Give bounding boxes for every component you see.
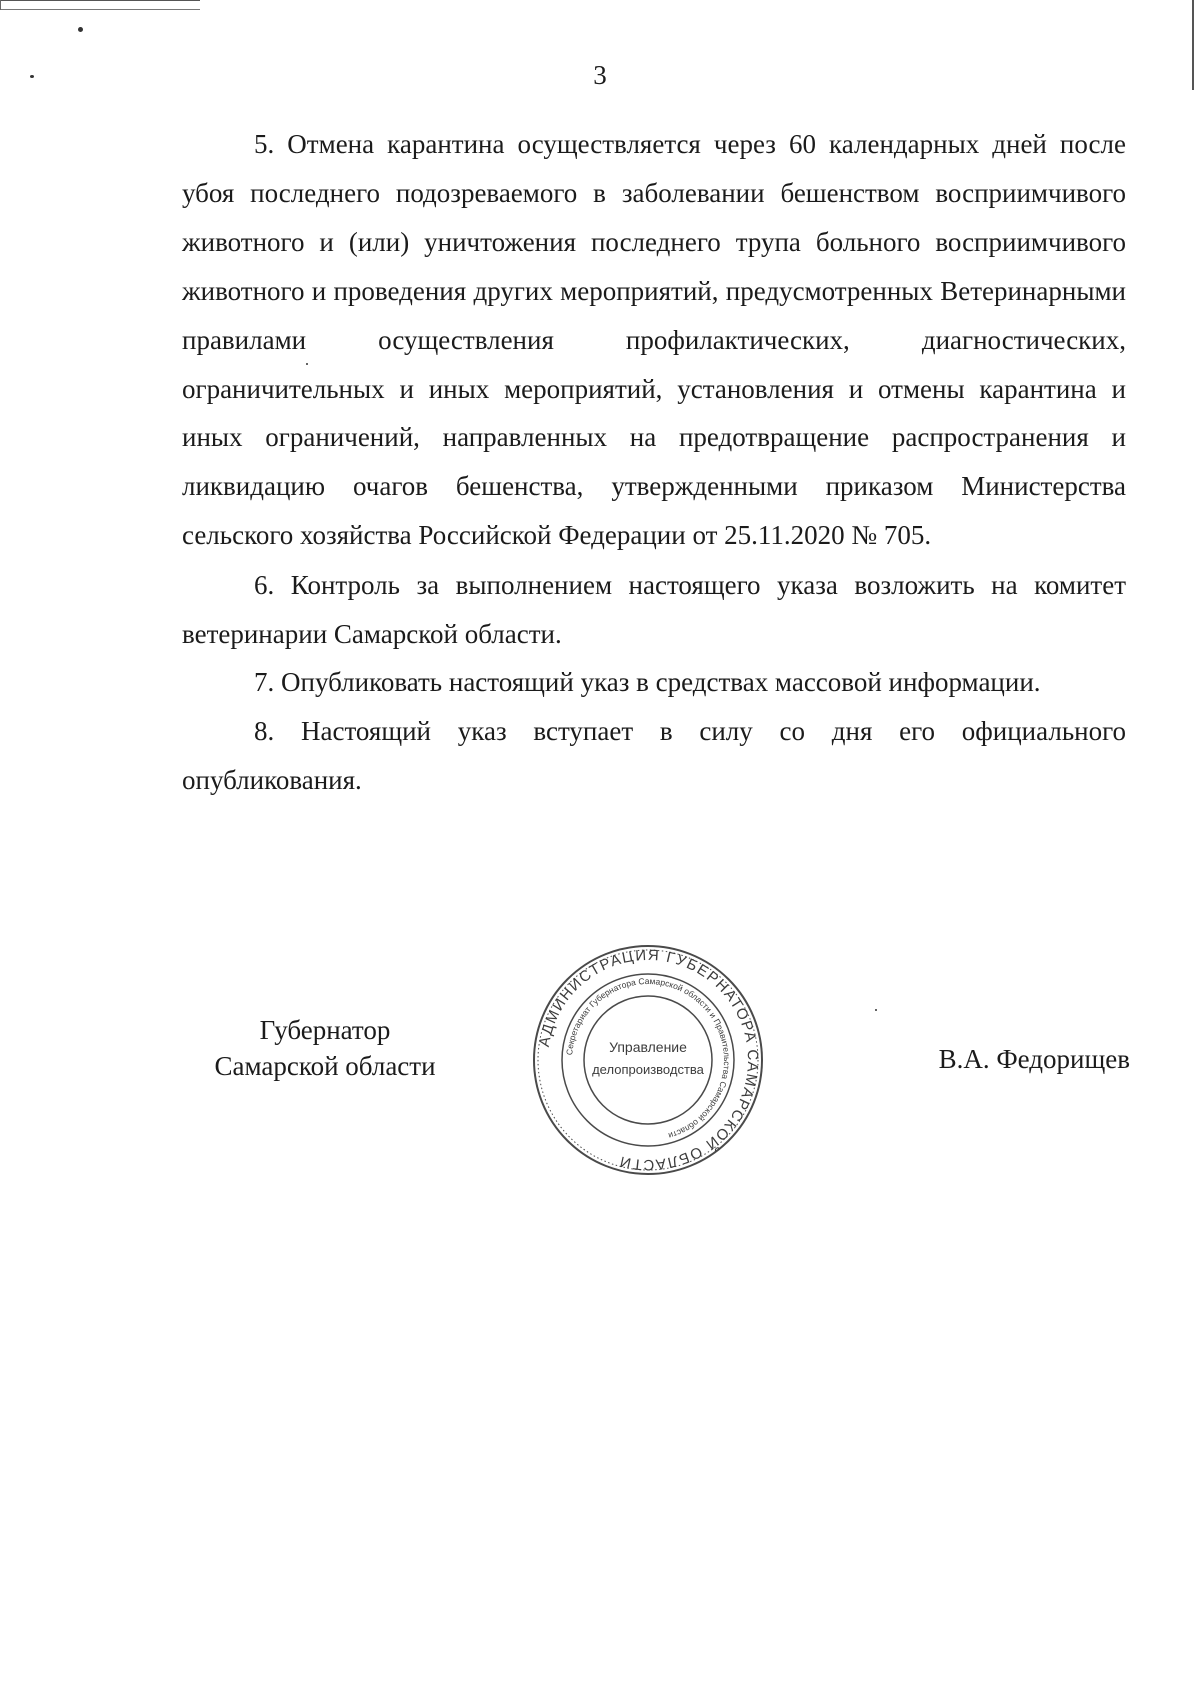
seal-middle-ring [562, 974, 734, 1146]
scan-edge-top-inner [0, 9, 200, 10]
seal-inner-ring [584, 996, 712, 1124]
seal-center-line2: делопроизводства [592, 1062, 704, 1077]
scan-speck [30, 75, 34, 78]
paragraph-8: 8. Настоящий указ вступает в силу со дня его официального опубликования. [182, 716, 1126, 796]
seal-inner-ring-text: Секретариат Губернатора Самарской области и Правительства Самарской области [564, 975, 733, 1142]
paragraph-6: 6. Контроль за выполнением настоящего указа возложить на комитет ветеринарии Самарской области. [182, 569, 1126, 649]
scan-edge-right [1192, 0, 1194, 90]
seal-outer-text: АДМИНИСТРАЦИЯ ГУБЕРНАТОРА САМАРСКОЙ ОБЛАСТИ [535, 946, 762, 1174]
signatory-name: В.А. Федорищев [938, 1044, 1130, 1074]
signatory-position-line2: Самарской области [214, 1051, 436, 1081]
signatory-position [180, 1012, 470, 1084]
seal-graphic [528, 940, 768, 1180]
official-seal [528, 940, 768, 1180]
paragraph-5: 5. Отмена карантина осуществляется через 60 календарных дней после убоя последнего подозреваемого в заболевании бешенством восприимчивого животного и (или) уничтожения последнего трупа больного восприимчивого животного и проведения других мероприятий, предусмотренных Ветеринарными правилами осуществления профилактических, диагностических, ограничительных и иных мероприятий, установления и отмены карантина и иных ограничений, направленных на предотвращение распространения и ликвидацию очагов бешенства, утвержденными приказом Министерства сельского хозяйства Российской Федерации от 25.11.2020 № 705. [182, 129, 1126, 551]
scan-edge-top [0, 0, 200, 1]
seal-center-line1: Управление [609, 1039, 687, 1055]
signatory-position-line1: Губернатор [259, 1015, 391, 1045]
page-number: 3 [593, 60, 607, 90]
scan-edge-left [0, 0, 1, 10]
scan-speck [78, 27, 83, 32]
paragraph-7: 7. Опубликовать настоящий указ в средствах массовой информации. [254, 667, 1041, 698]
scan-speck [875, 1009, 877, 1011]
document-body [182, 120, 1126, 805]
